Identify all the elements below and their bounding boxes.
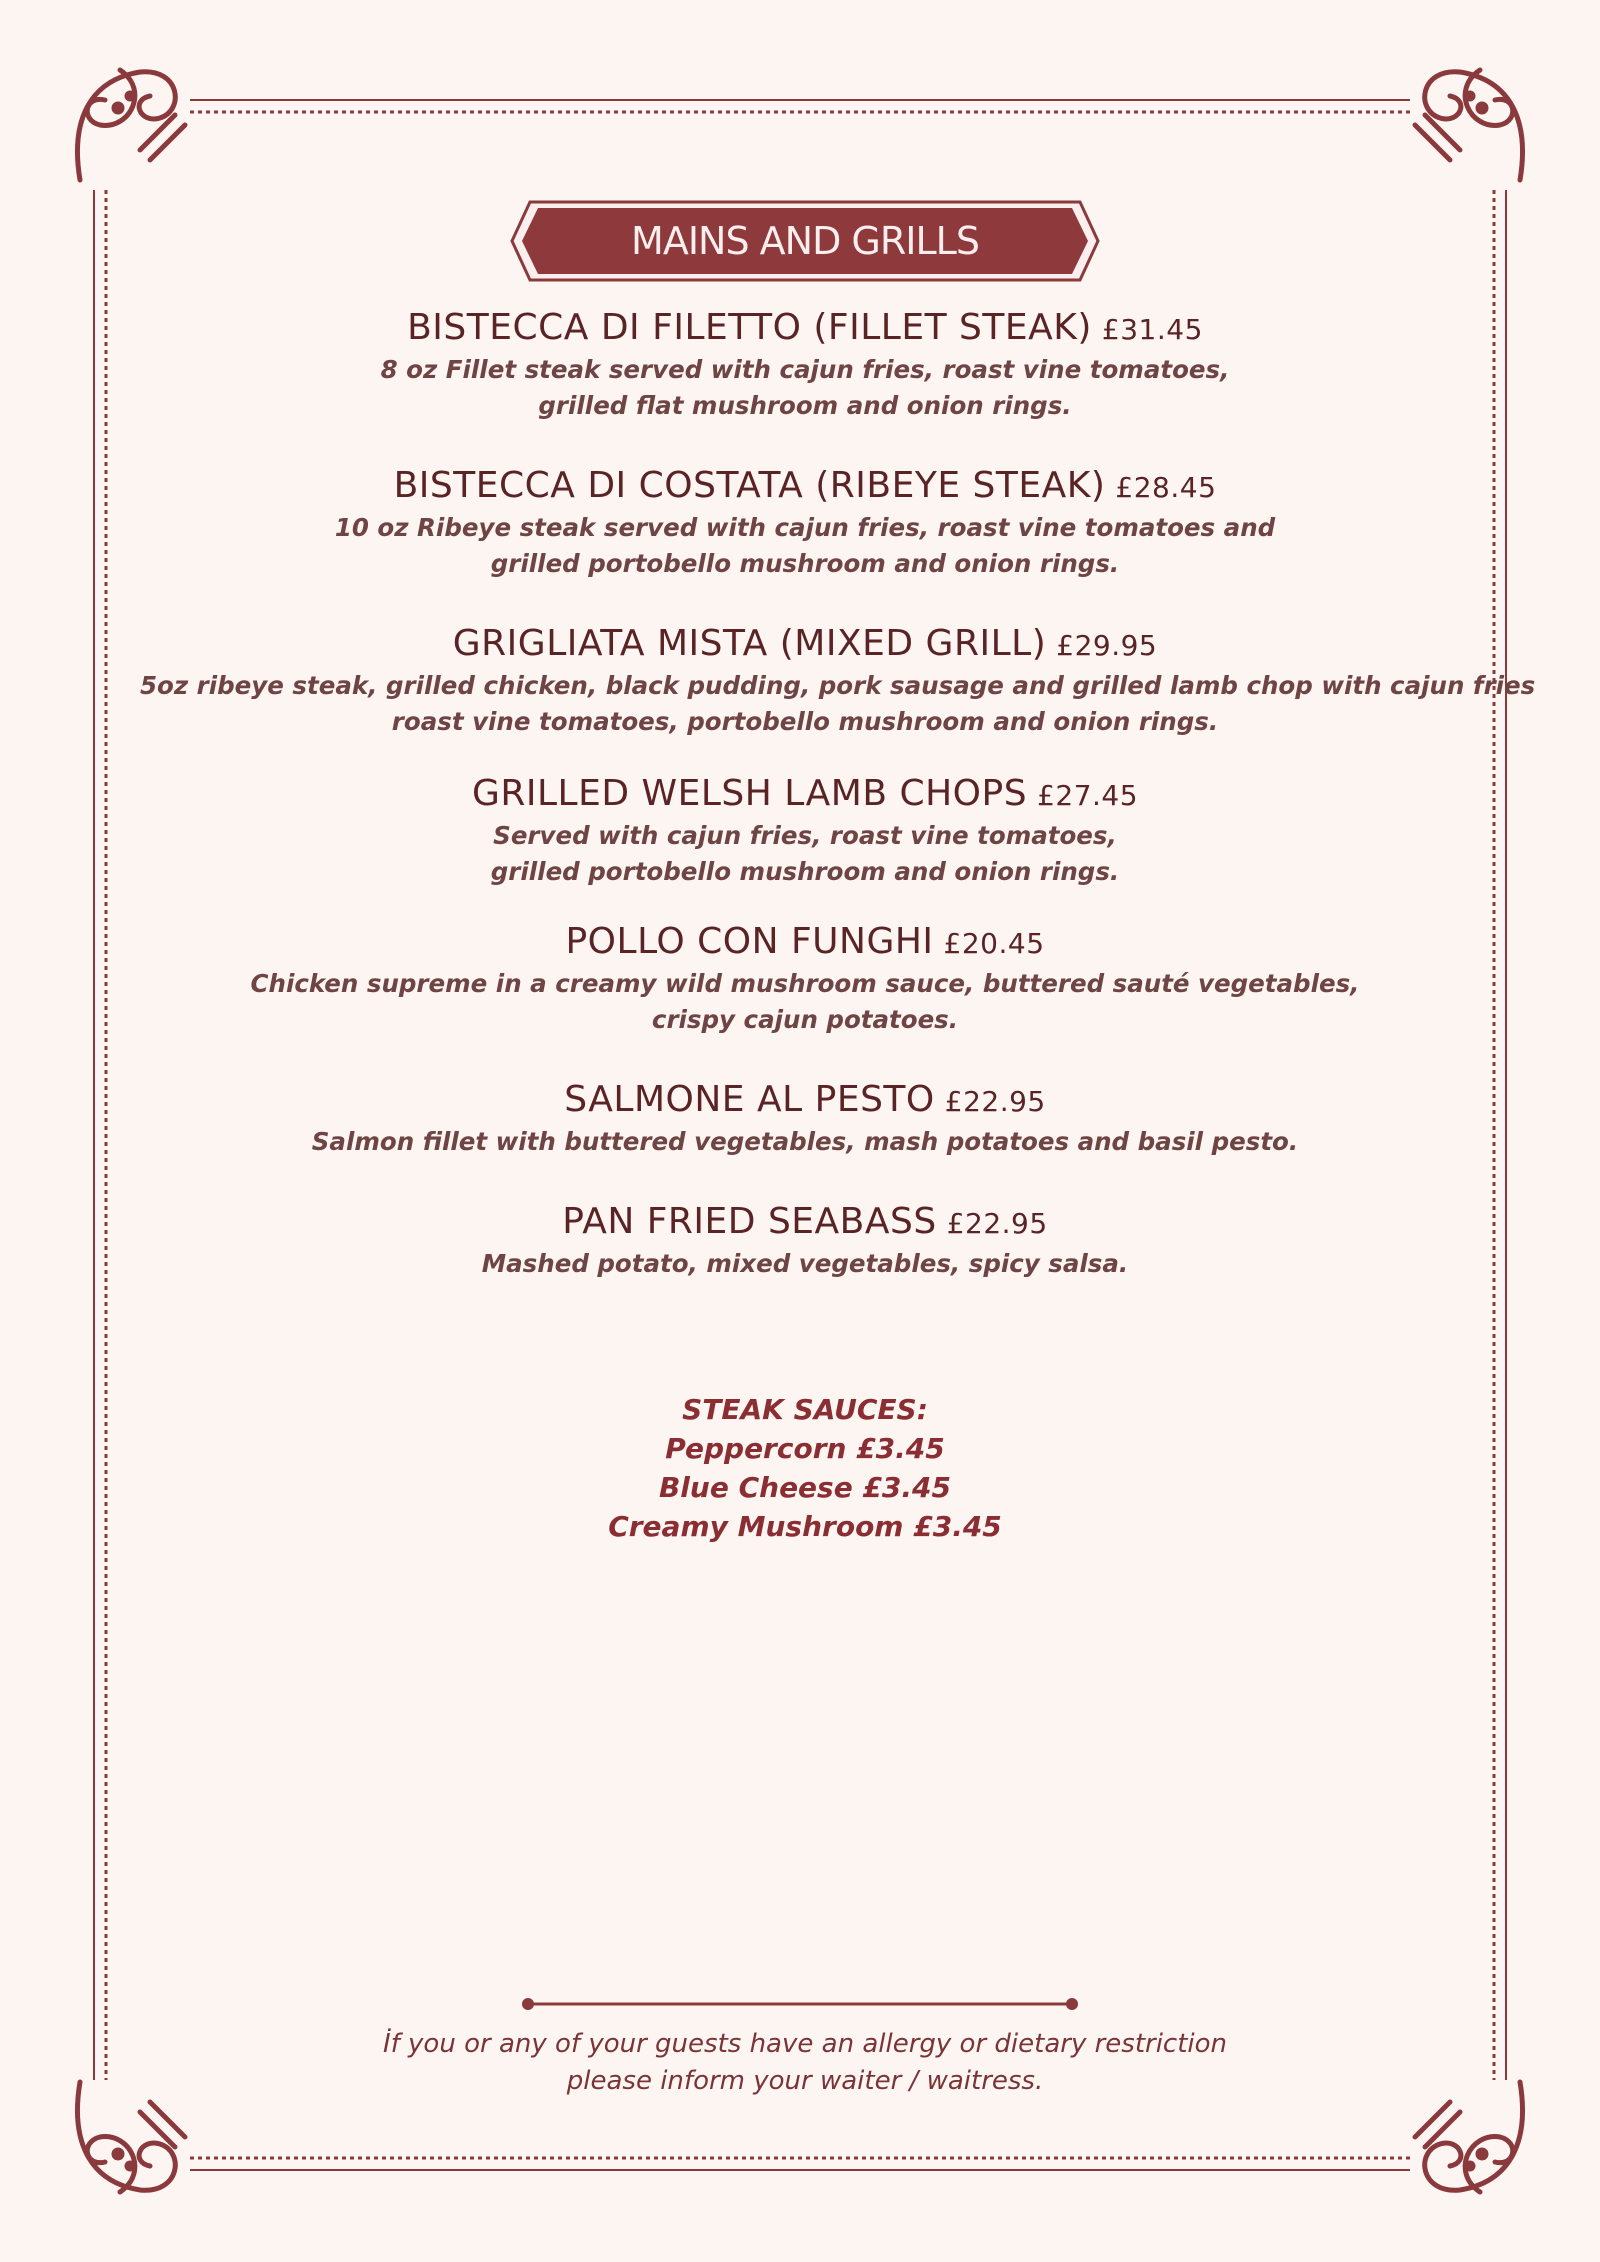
sauce-item: Blue Cheese £3.45 (658, 1471, 952, 1504)
sauce-item: Creamy Mushroom £3.45 (608, 1510, 1002, 1543)
item-description: Chicken supreme in a creamy wild mushroom sauce, buttered sauté vegetables, (250, 969, 1360, 998)
notice-line: İf you or any of your guests have an allergy or dietary restriction (382, 2029, 1228, 2059)
item-description: grilled portobello mushroom and onion rings. (490, 857, 1120, 886)
item-name: PAN FRIED SEABASS (562, 1201, 937, 1242)
item-description: roast vine tomatoes, portobello mushroom and onion rings. (391, 707, 1219, 736)
sauces-heading: STEAK SAUCES: (682, 1393, 928, 1426)
item-description: 5oz ribeye steak, grilled chicken, black pudding, pork sausage and grilled lamb chop with cajun fries (140, 671, 1536, 700)
item-name: BISTECCA DI COSTATA (RIBEYE STEAK) (393, 465, 1106, 506)
item-description: Served with cajun fries, roast vine tomatoes, (493, 821, 1117, 850)
item-price: £28.45 (1115, 471, 1217, 504)
item-description: Mashed potato, mixed vegetables, spicy salsa. (481, 1249, 1129, 1278)
menu-item (140, 1078, 1470, 1160)
item-price: £29.95 (1056, 629, 1158, 662)
item-price: £20.45 (943, 927, 1045, 960)
menu-item (140, 1200, 1470, 1282)
item-description: 8 oz Fillet steak served with cajun fries, roast vine tomatoes, (380, 355, 1230, 384)
menu-item (140, 920, 1470, 1038)
item-description: Salmon fillet with buttered vegetables, mash potatoes and basil pesto. (311, 1127, 1299, 1156)
item-description: grilled portobello mushroom and onion rings. (490, 549, 1120, 578)
item-price: £22.95 (946, 1207, 1048, 1240)
menu-content (140, 0, 1536, 2262)
section-banner (510, 196, 1100, 286)
section-title: MAINS AND GRILLS (631, 219, 979, 263)
steak-sauces (140, 1390, 1470, 1546)
item-price: £27.45 (1037, 779, 1139, 812)
menu-item (140, 622, 1536, 740)
allergy-notice (140, 2026, 1470, 2100)
item-name: GRILLED WELSH LAMB CHOPS (471, 773, 1028, 814)
menu-item (140, 464, 1470, 582)
item-description: grilled flat mushroom and onion rings. (538, 391, 1072, 420)
item-name: GRIGLIATA MISTA (MIXED GRILL) (452, 623, 1047, 664)
item-price: £22.95 (944, 1085, 1046, 1118)
sauce-item: Peppercorn £3.45 (665, 1432, 945, 1465)
item-description: 10 oz Ribeye steak served with cajun fries, roast vine tomatoes and (334, 513, 1276, 542)
menu-item (140, 772, 1470, 890)
divider-line (520, 1996, 1080, 2012)
item-price: £31.45 (1101, 313, 1203, 346)
item-name: SALMONE AL PESTO (564, 1079, 935, 1120)
menu-item (140, 306, 1470, 424)
notice-line: please inform your waiter / waitress. (566, 2066, 1044, 2096)
item-name: POLLO CON FUNGHI (565, 921, 934, 962)
item-description: crispy cajun potatoes. (651, 1005, 959, 1034)
item-name: BISTECCA DI FILETTO (FILLET STEAK) (407, 307, 1092, 348)
